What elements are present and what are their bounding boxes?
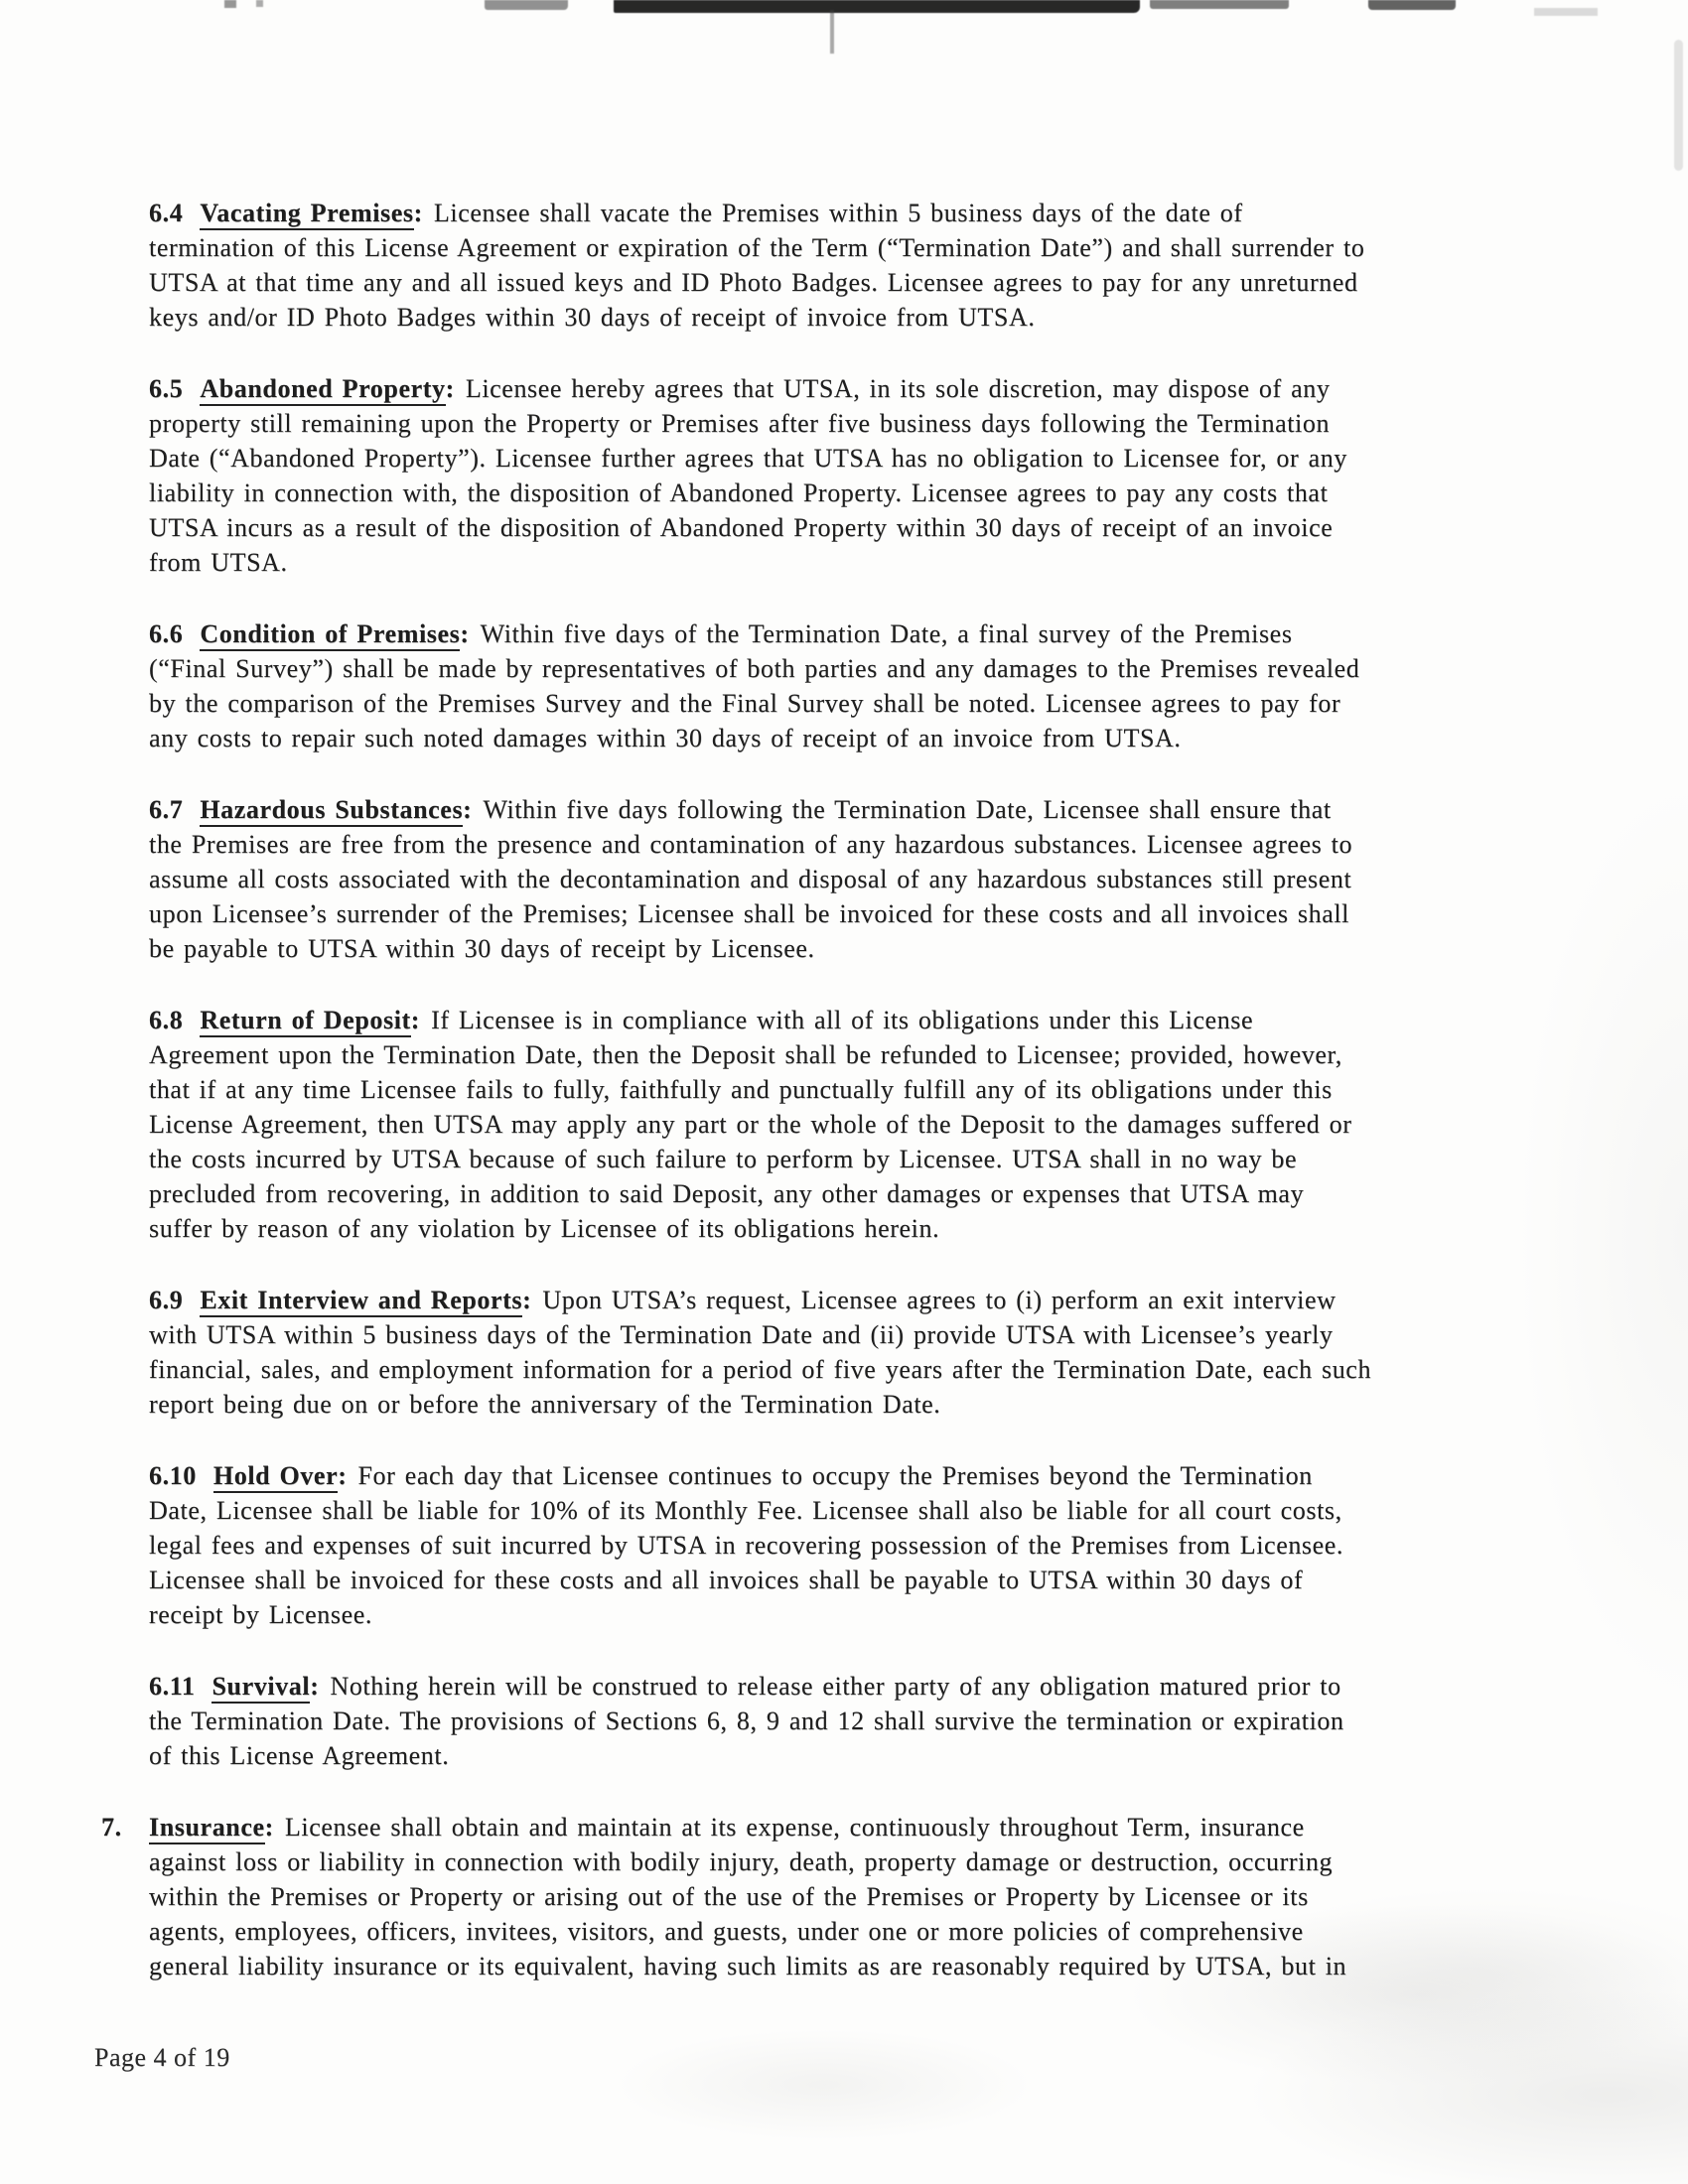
section-first-line-text: Nothing herein will be construed to release either party of any obligation matured prior to <box>330 1672 1341 1701</box>
text-line: by the comparison of the Premises Survey and the Final Survey shall be noted. Licensee agrees to pay for <box>149 689 1341 718</box>
section-heading-colon: : <box>445 374 455 403</box>
section-first-line <box>149 1003 1571 1037</box>
text-line: the Termination Date. The provisions of Sections 6, 8, 9 and 12 shall survive the termination or expiration <box>149 1706 1344 1735</box>
scan-artifact <box>830 10 834 54</box>
section-heading: Return of Deposit <box>200 1006 410 1037</box>
section-heading: Abandoned Property <box>200 374 445 406</box>
text-line: suffer by reason of any violation by Licensee of its obligations herein. <box>149 1214 940 1243</box>
text-line: from UTSA. <box>149 548 288 577</box>
text-line: keys and/or ID Photo Badges within 30 days of receipt of invoice from UTSA. <box>149 303 1036 332</box>
section-heading-colon: : <box>522 1286 532 1314</box>
section-first-line-text: Licensee hereby agrees that UTSA, in its sole discretion, may dispose of any <box>465 374 1331 403</box>
section-heading: Hold Over <box>213 1461 338 1493</box>
section-number: 6.8 <box>149 1006 184 1034</box>
text-line: Licensee shall be invoiced for these costs and all invoices shall be payable to UTSA within 30 days of <box>149 1566 1304 1594</box>
section-heading-colon: : <box>463 795 473 824</box>
text-line: (“Final Survey”) shall be made by representatives of both parties and any damages to the Premises revealed <box>149 654 1360 683</box>
text-line: UTSA at that time any and all issued keys and ID Photo Badges. Licensee agrees to pay for any unreturned <box>149 268 1358 297</box>
text-line: any costs to repair such noted damages within 30 days of receipt of an invoice from UTSA. <box>149 724 1182 752</box>
text-line: precluded from recovering, in addition to said Deposit, any other damages or expenses that UTSA may <box>149 1179 1305 1208</box>
document-sections <box>101 196 1571 1983</box>
section-first-line-text: For each day that Licensee continues to occupy the Premises beyond the Termination <box>357 1461 1313 1490</box>
text-line: Agreement upon the Termination Date, then the Deposit shall be refunded to Licensee; provided, however, <box>149 1040 1342 1069</box>
section-first-line <box>149 792 1571 827</box>
scan-artifact <box>614 0 1140 13</box>
section-first-line-text: If Licensee is in compliance with all of its obligations under this License <box>431 1006 1254 1034</box>
scan-artifact <box>1534 8 1598 16</box>
section-number: 6.9 <box>149 1286 184 1314</box>
contract-section <box>149 1458 1571 1632</box>
section-first-line <box>101 1810 1571 1844</box>
text-line: within the Premises or Property or arising out of the use of the Premises or Property by Licensee or its <box>149 1882 1309 1911</box>
contract-section <box>149 1003 1571 1246</box>
text-line: assume all costs associated with the decontamination and disposal of any hazardous substances still present <box>149 865 1352 893</box>
section-number: 6.7 <box>149 795 184 824</box>
section-first-line <box>149 371 1571 406</box>
text-line: the costs incurred by UTSA because of such failure to perform by Licensee. UTSA shall in no way be <box>149 1145 1298 1173</box>
section-number: 6.11 <box>149 1672 196 1701</box>
section-first-line-text: Licensee shall vacate the Premises within 5 business days of the date of <box>433 199 1243 227</box>
section-number: 6.6 <box>149 619 184 648</box>
scan-artifact <box>485 0 568 10</box>
contract-section <box>149 792 1571 966</box>
page-number-footer: Page 4 of 19 <box>94 2043 230 2072</box>
section-heading-colon: : <box>413 199 423 227</box>
contract-section <box>149 196 1571 335</box>
contract-section <box>101 1810 1571 1983</box>
text-line: property still remaining upon the Property or Premises after five business days following the Termination <box>149 409 1331 438</box>
scan-artifact <box>256 0 263 7</box>
text-line: agents, employees, officers, invitees, visitors, and guests, under one or more policies of comprehensive <box>149 1917 1304 1946</box>
text-line: report being due on or before the anniversary of the Termination Date. <box>149 1390 941 1419</box>
scan-artifact <box>1150 0 1289 9</box>
section-first-line-text: Licensee shall obtain and maintain at its expense, continuously throughout Term, insurance <box>284 1813 1305 1842</box>
text-line: against loss or liability in connection with bodily injury, death, property damage or destruction, occurring <box>149 1847 1334 1876</box>
section-heading-colon: : <box>460 619 470 648</box>
section-heading-colon: : <box>264 1813 274 1842</box>
scan-artifact <box>1368 0 1456 10</box>
text-line: financial, sales, and employment information for a period of five years after the Termination Date, each such <box>149 1355 1372 1384</box>
contract-section <box>149 1669 1571 1773</box>
section-first-line <box>149 1669 1571 1704</box>
section-first-line <box>149 1458 1571 1493</box>
text-line: upon Licensee’s surrender of the Premises; Licensee shall be invoiced for these costs and all invoices shall <box>149 899 1349 928</box>
section-first-line <box>149 196 1571 230</box>
scan-artifact <box>224 0 236 8</box>
section-heading: Survival <box>211 1672 310 1704</box>
section-first-line <box>149 1283 1571 1317</box>
text-line: Date (“Abandoned Property”). Licensee further agrees that UTSA has no obligation to Licensee for, or any <box>149 444 1347 473</box>
text-line: Date, Licensee shall be liable for 10% of its Monthly Fee. Licensee shall also be liable for all court costs, <box>149 1496 1342 1525</box>
section-first-line-text: Within five days of the Termination Date, a final survey of the Premises <box>480 619 1293 648</box>
section-number: 6.4 <box>149 199 184 227</box>
section-heading: Condition of Premises <box>200 619 460 651</box>
text-line: with UTSA within 5 business days of the Termination Date and (ii) provide UTSA with Licensee’s yearly <box>149 1320 1334 1349</box>
section-heading: Insurance <box>149 1813 265 1844</box>
text-line: legal fees and expenses of suit incurred by UTSA in recovering possession of the Premises from Licensee. <box>149 1531 1344 1560</box>
text-line: termination of this License Agreement or expiration of the Term (“Termination Date”) and shall surrender to <box>149 233 1365 262</box>
text-line: liability in connection with, the disposition of Abandoned Property. Licensee agrees to pay any costs that <box>149 478 1329 507</box>
text-line: the Premises are free from the presence and contamination of any hazardous substances. Licensee agrees to <box>149 830 1353 859</box>
text-line: general liability insurance or its equivalent, having such limits as are reasonably required by UTSA, but in <box>149 1952 1347 1980</box>
section-first-line-text: Upon UTSA’s request, Licensee agrees to (i) perform an exit interview <box>542 1286 1336 1314</box>
text-line: UTSA incurs as a result of the disposition of Abandoned Property within 30 days of receipt of an invoice <box>149 513 1334 542</box>
section-heading: Exit Interview and Reports <box>200 1286 522 1317</box>
section-heading: Hazardous Substances <box>200 795 463 827</box>
section-first-line-text: Within five days following the Termination Date, Licensee shall ensure that <box>483 795 1332 824</box>
contract-section <box>149 1283 1571 1422</box>
section-heading: Vacating Premises <box>200 199 413 230</box>
section-number: 7. <box>101 1813 122 1842</box>
scan-artifact <box>1674 40 1683 171</box>
text-line: receipt by Licensee. <box>149 1600 373 1629</box>
section-first-line <box>149 616 1571 651</box>
section-heading-colon: : <box>410 1006 421 1034</box>
section-heading-colon: : <box>310 1672 320 1701</box>
text-line: that if at any time Licensee fails to fully, faithfully and punctually fulfill any of its obligations under this <box>149 1075 1333 1104</box>
text-line: be payable to UTSA within 30 days of receipt by Licensee. <box>149 934 815 963</box>
section-number: 6.10 <box>149 1461 197 1490</box>
contract-section <box>149 616 1571 755</box>
section-heading-colon: : <box>338 1461 348 1490</box>
text-line: License Agreement, then UTSA may apply any part or the whole of the Deposit to the damages suffered or <box>149 1110 1352 1139</box>
contract-section <box>149 371 1571 580</box>
text-line: of this License Agreement. <box>149 1741 450 1770</box>
section-number: 6.5 <box>149 374 184 403</box>
